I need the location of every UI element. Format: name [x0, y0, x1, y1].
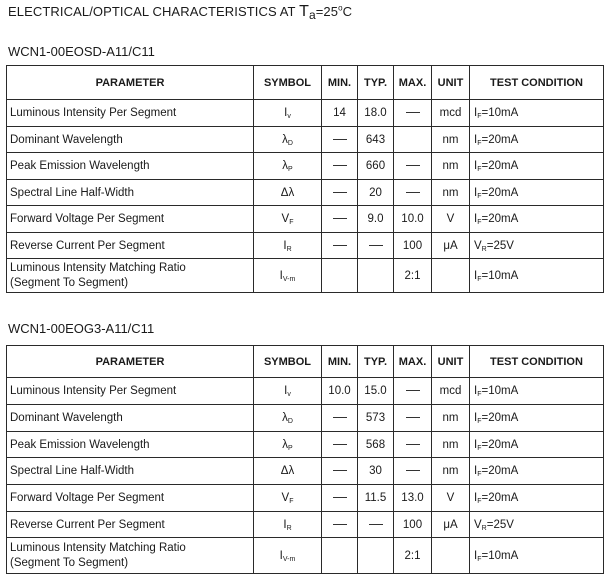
- condition-subscript: F: [477, 555, 482, 563]
- max-value: 100: [402, 239, 423, 252]
- typ-value: 9.0: [367, 213, 384, 225]
- min-cell: [322, 206, 358, 233]
- table-row: [7, 485, 604, 512]
- symbol-subscript: v: [287, 391, 291, 398]
- parameter-cell: [7, 127, 254, 153]
- table-row: [7, 259, 604, 293]
- condition-subscript: F: [477, 275, 482, 283]
- symbol-text: V: [281, 492, 290, 504]
- column-header: TEST CONDITION: [470, 346, 604, 378]
- symbol-cell: [254, 127, 322, 153]
- typ-value: 18.0: [364, 107, 387, 119]
- max-value: 2:1: [404, 269, 421, 282]
- dash-mark: [333, 245, 347, 246]
- condition-symbol: I: [474, 133, 478, 146]
- heading-unit: C: [342, 4, 353, 19]
- dash-mark: [406, 390, 420, 391]
- unit-value: nm: [442, 186, 459, 199]
- table-row: [7, 127, 604, 153]
- condition-symbol: I: [474, 412, 478, 424]
- typ-cell: [358, 259, 394, 293]
- condition-symbol: I: [474, 385, 478, 397]
- condition-subscript: F: [477, 113, 482, 120]
- condition-cell: [470, 432, 604, 458]
- parameter-text: Dominant Wavelength: [10, 133, 123, 146]
- condition-cell: [470, 458, 604, 485]
- min-cell: [322, 512, 358, 538]
- unit-value: μA: [443, 239, 458, 252]
- condition-subscript: F: [477, 391, 482, 398]
- unit-cell: [432, 538, 470, 574]
- typ-cell: [358, 180, 394, 206]
- heading-t-sub: a: [308, 8, 316, 22]
- condition-subscript: F: [477, 471, 482, 478]
- unit-value: nm: [442, 160, 459, 172]
- symbol-cell: [254, 100, 322, 127]
- condition-subscript: F: [477, 498, 482, 505]
- condition-cell: [470, 485, 604, 512]
- max-value: 13.0: [401, 492, 424, 504]
- max-cell: [394, 233, 432, 259]
- condition-symbol: I: [474, 107, 478, 119]
- table-row: [7, 206, 604, 233]
- condition-subscript: F: [477, 139, 482, 147]
- column-header: MIN.: [322, 346, 358, 378]
- min-cell: [322, 538, 358, 574]
- typ-value: 660: [365, 160, 386, 172]
- table-row: [7, 538, 604, 574]
- symbol-subscript: F: [289, 498, 294, 505]
- condition-symbol: V: [474, 239, 482, 252]
- parameter-text: Luminous Intensity Matching Ratio: [10, 262, 186, 274]
- condition-value: =20mA: [481, 438, 519, 451]
- condition-value: =25V: [486, 518, 514, 531]
- condition-value: =20mA: [481, 465, 519, 477]
- max-cell: [394, 405, 432, 432]
- symbol-subscript: D: [287, 139, 293, 147]
- min-cell: [322, 233, 358, 259]
- condition-symbol: I: [474, 186, 478, 199]
- condition-subscript: F: [477, 444, 482, 452]
- max-cell: [394, 259, 432, 293]
- parameter-text: Peak Emission Wavelength: [10, 160, 150, 172]
- parameter-text: Luminous Intensity Matching Ratio: [10, 542, 186, 554]
- min-cell: [322, 458, 358, 485]
- typ-cell: [358, 458, 394, 485]
- column-header: TYP.: [358, 346, 394, 378]
- typ-cell: [358, 405, 394, 432]
- unit-value: nm: [442, 465, 459, 477]
- symbol-text: I: [279, 549, 283, 562]
- parameter-text: Dominant Wavelength: [10, 412, 123, 424]
- symbol-text: I: [283, 239, 287, 252]
- unit-cell: [432, 458, 470, 485]
- condition-cell: [470, 206, 604, 233]
- min-value: 10.0: [328, 385, 351, 397]
- symbol-text: V: [281, 213, 290, 225]
- dash-mark: [333, 218, 347, 219]
- max-cell: [394, 432, 432, 458]
- parameter-cell: [7, 206, 254, 233]
- symbol-text: λ: [282, 438, 289, 451]
- parameter-cell: [7, 233, 254, 259]
- table-1-title: WCN1-00EOSD-A11/C11: [8, 44, 155, 59]
- symbol-text: I: [283, 518, 287, 531]
- typ-value: 568: [365, 438, 386, 451]
- symbol-text: λ: [282, 160, 289, 172]
- unit-value: V: [446, 492, 455, 504]
- dash-mark: [406, 470, 420, 471]
- unit-cell: [432, 485, 470, 512]
- dash-mark: [333, 444, 347, 445]
- heading-t: T: [299, 3, 309, 20]
- column-header: MAX.: [394, 66, 432, 100]
- symbol-cell: [254, 538, 322, 574]
- typ-value: 30: [369, 465, 382, 477]
- min-cell: [322, 378, 358, 405]
- typ-cell: [358, 512, 394, 538]
- condition-cell: [470, 538, 604, 574]
- symbol-subscript: V-m: [282, 275, 296, 283]
- typ-cell: [358, 206, 394, 233]
- unit-value: nm: [442, 412, 459, 424]
- symbol-subscript: P: [288, 166, 293, 173]
- condition-cell: [470, 233, 604, 259]
- condition-symbol: I: [474, 269, 478, 282]
- min-cell: [322, 153, 358, 180]
- parameter-cell: [7, 485, 254, 512]
- unit-cell: [432, 153, 470, 180]
- max-cell: [394, 485, 432, 512]
- typ-value: 573: [365, 412, 386, 424]
- symbol-text: I: [284, 385, 288, 397]
- header-row: [7, 346, 604, 378]
- parameter-cell: [7, 512, 254, 538]
- max-cell: [394, 100, 432, 127]
- typ-cell: [358, 100, 394, 127]
- typ-value: 643: [365, 133, 386, 146]
- condition-subscript: F: [477, 418, 482, 425]
- table-row: [7, 432, 604, 458]
- condition-cell: [470, 378, 604, 405]
- typ-cell: [358, 233, 394, 259]
- condition-value: =20mA: [481, 492, 519, 504]
- parameter-text: Peak Emission Wavelength: [10, 438, 150, 451]
- symbol-cell: [254, 259, 322, 293]
- typ-cell: [358, 432, 394, 458]
- symbol-cell: [254, 512, 322, 538]
- column-header: PARAMETER: [7, 66, 254, 100]
- unit-cell: [432, 432, 470, 458]
- symbol-text: λ: [282, 412, 288, 424]
- parameter-text: Spectral Line Half-Width: [10, 465, 134, 477]
- unit-cell: [432, 233, 470, 259]
- condition-value: =20mA: [481, 133, 519, 146]
- symbol-text: I: [279, 269, 283, 282]
- symbol-text: Δλ: [280, 465, 295, 477]
- parameter-cell: [7, 458, 254, 485]
- unit-value: mcd: [439, 385, 462, 397]
- column-header: UNIT: [432, 66, 470, 100]
- parameter-cell: [7, 405, 254, 432]
- symbol-cell: [254, 432, 322, 458]
- table-row: [7, 512, 604, 538]
- symbol-text: λ: [282, 133, 288, 146]
- min-cell: [322, 127, 358, 153]
- parameter-text: Luminous Intensity Per Segment: [10, 107, 177, 119]
- condition-cell: [470, 100, 604, 127]
- unit-value: mcd: [439, 107, 462, 119]
- parameter-cell: [7, 538, 254, 574]
- condition-symbol: I: [474, 160, 478, 172]
- symbol-subscript: D: [287, 418, 293, 425]
- dash-mark: [369, 524, 383, 525]
- parameter-text: Luminous Intensity Per Segment: [10, 385, 177, 397]
- dash-mark: [406, 444, 420, 445]
- parameter-text: Forward Voltage Per Segment: [10, 213, 165, 225]
- parameter-cell: [7, 432, 254, 458]
- typ-cell: [358, 153, 394, 180]
- condition-subscript: R: [481, 245, 487, 253]
- symbol-cell: [254, 180, 322, 206]
- symbol-subscript: v: [287, 113, 291, 120]
- symbol-cell: [254, 153, 322, 180]
- parameter-cell: [7, 180, 254, 206]
- parameter-text: Forward Voltage Per Segment: [10, 492, 165, 504]
- parameter-cell: [7, 378, 254, 405]
- typ-value: 15.0: [364, 385, 387, 397]
- max-value: 2:1: [404, 549, 421, 562]
- condition-cell: [470, 180, 604, 206]
- spec-table-1: [6, 65, 604, 293]
- parameter-text: Reverse Current Per Segment: [10, 239, 165, 252]
- unit-value: nm: [442, 133, 459, 146]
- symbol-cell: [254, 233, 322, 259]
- column-header: PARAMETER: [7, 346, 254, 378]
- unit-cell: [432, 206, 470, 233]
- condition-symbol: I: [474, 549, 478, 562]
- table-row: [7, 405, 604, 432]
- heading-text: ELECTRICAL/OPTICAL CHARACTERISTICS AT: [8, 4, 300, 19]
- unit-cell: [432, 405, 470, 432]
- parameter-text: Reverse Current Per Segment: [10, 518, 165, 531]
- condition-symbol: I: [474, 213, 478, 225]
- header-row: [7, 66, 604, 100]
- column-header: MAX.: [394, 346, 432, 378]
- table-row: [7, 180, 604, 206]
- max-cell: [394, 127, 432, 153]
- symbol-cell: [254, 206, 322, 233]
- min-cell: [322, 405, 358, 432]
- condition-symbol: I: [474, 465, 478, 477]
- condition-cell: [470, 405, 604, 432]
- unit-value: nm: [442, 438, 459, 451]
- heading-degree: o: [338, 3, 343, 13]
- dash-mark: [333, 192, 347, 193]
- table-row: [7, 233, 604, 259]
- condition-cell: [470, 127, 604, 153]
- min-cell: [322, 432, 358, 458]
- dash-mark: [333, 497, 347, 498]
- condition-symbol: V: [474, 518, 482, 531]
- symbol-subscript: P: [288, 444, 293, 452]
- max-cell: [394, 512, 432, 538]
- parameter-cell: [7, 259, 254, 293]
- unit-cell: [432, 259, 470, 293]
- typ-value: 20: [369, 186, 382, 199]
- symbol-cell: [254, 485, 322, 512]
- min-cell: [322, 259, 358, 293]
- condition-cell: [470, 153, 604, 180]
- dash-mark: [406, 112, 420, 113]
- parameter-cell: [7, 153, 254, 180]
- symbol-subscript: F: [289, 219, 294, 226]
- typ-cell: [358, 127, 394, 153]
- parameter-text-line2: (Segment To Segment): [10, 557, 129, 569]
- condition-value: =25V: [486, 239, 514, 252]
- symbol-text: I: [284, 107, 288, 119]
- condition-value: =20mA: [481, 213, 519, 225]
- unit-value: μA: [443, 518, 458, 531]
- condition-value: =10mA: [481, 549, 519, 562]
- max-cell: [394, 153, 432, 180]
- column-header: TYP.: [358, 66, 394, 100]
- min-value: 14: [333, 107, 346, 119]
- typ-cell: [358, 378, 394, 405]
- spec-table-2: [6, 345, 604, 574]
- condition-subscript: F: [477, 166, 482, 173]
- unit-cell: [432, 512, 470, 538]
- heading-temp: =25: [315, 4, 339, 19]
- table-row: [7, 378, 604, 405]
- dash-mark: [406, 165, 420, 166]
- dash-mark: [406, 192, 420, 193]
- condition-value: =20mA: [481, 412, 519, 424]
- dash-mark: [406, 417, 420, 418]
- condition-subscript: F: [477, 219, 482, 226]
- parameter-cell: [7, 100, 254, 127]
- max-value: 10.0: [401, 213, 424, 225]
- condition-value: =10mA: [481, 385, 519, 397]
- column-header: UNIT: [432, 346, 470, 378]
- symbol-cell: [254, 378, 322, 405]
- symbol-subscript: R: [286, 524, 292, 532]
- typ-value: 11.5: [364, 492, 387, 504]
- dash-mark: [369, 245, 383, 246]
- parameter-text-line2: (Segment To Segment): [10, 277, 129, 289]
- page-heading: [8, 3, 352, 21]
- column-header: SYMBOL: [254, 66, 322, 100]
- min-cell: [322, 180, 358, 206]
- condition-value: =20mA: [481, 160, 519, 172]
- table-2-title: WCN1-00EOG3-A11/C11: [8, 321, 155, 336]
- symbol-cell: [254, 458, 322, 485]
- max-cell: [394, 180, 432, 206]
- column-header: MIN.: [322, 66, 358, 100]
- typ-cell: [358, 538, 394, 574]
- condition-cell: [470, 512, 604, 538]
- condition-symbol: I: [474, 492, 478, 504]
- dash-mark: [333, 470, 347, 471]
- symbol-cell: [254, 405, 322, 432]
- condition-subscript: F: [477, 192, 482, 200]
- condition-cell: [470, 259, 604, 293]
- condition-value: =10mA: [481, 269, 519, 282]
- symbol-text: Δλ: [280, 186, 295, 199]
- condition-value: =10mA: [481, 107, 519, 119]
- max-cell: [394, 206, 432, 233]
- unit-cell: [432, 100, 470, 127]
- table-row: [7, 153, 604, 180]
- unit-cell: [432, 378, 470, 405]
- table-row: [7, 100, 604, 127]
- column-header: SYMBOL: [254, 346, 322, 378]
- dash-mark: [333, 417, 347, 418]
- parameter-text: Spectral Line Half-Width: [10, 186, 134, 199]
- unit-cell: [432, 180, 470, 206]
- typ-cell: [358, 485, 394, 512]
- max-value: 100: [402, 518, 423, 531]
- column-header: TEST CONDITION: [470, 66, 604, 100]
- condition-subscript: R: [481, 524, 487, 532]
- dash-mark: [333, 524, 347, 525]
- symbol-subscript: V-m: [282, 555, 296, 563]
- min-cell: [322, 100, 358, 127]
- max-cell: [394, 538, 432, 574]
- table-row: [7, 458, 604, 485]
- min-cell: [322, 485, 358, 512]
- dash-mark: [333, 139, 347, 140]
- dash-mark: [333, 165, 347, 166]
- unit-value: V: [446, 213, 455, 225]
- condition-value: =20mA: [481, 186, 519, 199]
- max-cell: [394, 458, 432, 485]
- condition-symbol: I: [474, 438, 478, 451]
- symbol-subscript: R: [286, 245, 292, 253]
- unit-cell: [432, 127, 470, 153]
- max-cell: [394, 378, 432, 405]
